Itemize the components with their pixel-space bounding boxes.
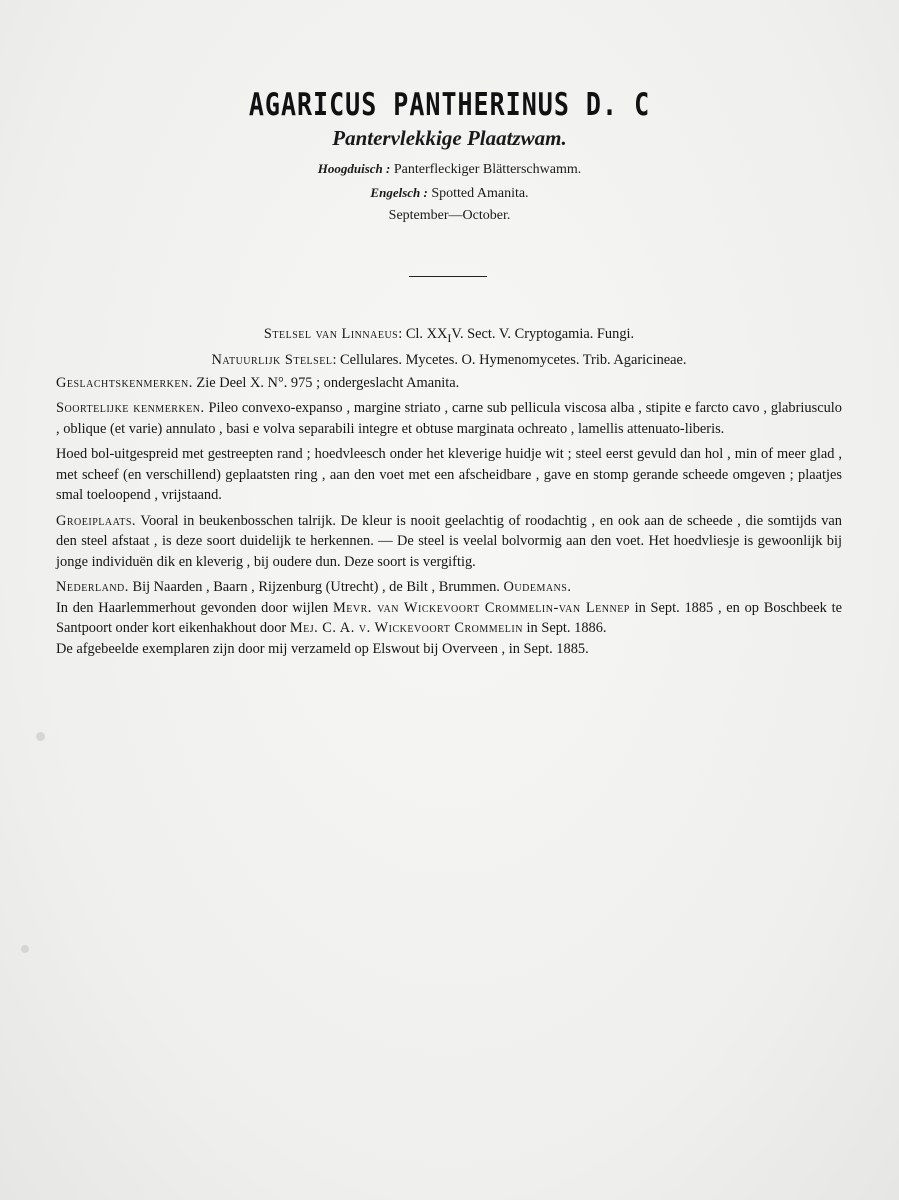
dutch-name: Pantervlekkige Plaatzwam. xyxy=(332,126,567,150)
german-label: Hoogduisch : xyxy=(317,161,391,176)
english-name: Spotted Amanita. xyxy=(431,186,529,201)
geslachtskenmerken-text: Zie Deel X. N°. 975 ; ondergeslacht Amanita. xyxy=(192,374,460,391)
english-label: Engelsch : xyxy=(370,185,428,200)
divider-rule xyxy=(409,276,487,277)
haarlem-text-b: in Sept. 1885 , en op Boschbeek te Santpoort onder kort eikenhakhout door xyxy=(56,599,842,637)
paper-speck xyxy=(36,732,45,741)
stelsel-linnaeus-text: V. Sect. V. Cryptogamia. Fungi. xyxy=(451,326,635,342)
haarlem-paragraph xyxy=(56,598,842,639)
soortelijke-kenmerken-paragraph xyxy=(56,398,842,439)
hoed-paragraph: Hoed bol-uitgespreid met gestreepten rand ; hoedvleesch onder het kleverige huidje wit ; steel eerst gevuld dan hol , min of meer glad , met scheef (en verschillend) geplaatsten ring , aan den voet met een afscheidbare , gave en stomp gerande scheede omgeven ; plaatjes smal toeloopend , vrijstaand. xyxy=(56,446,842,504)
soortelijke-kenmerken-label: Soortelijke kenmerken. xyxy=(56,400,205,417)
plate-title: AGARICUS PANTHERINUS D. C xyxy=(248,86,651,123)
haarlem-name-a: Mevr. van Wickevoort Crommelin-van Lennep xyxy=(332,599,630,616)
nederland-paragraph xyxy=(56,577,842,598)
stelsel-linnaeus-label: Stelsel van Linnaeus xyxy=(263,326,399,342)
season: September—October. xyxy=(388,208,511,223)
stelsel-linnaeus-subscript: I xyxy=(447,330,452,345)
paper-speck xyxy=(21,945,29,953)
groeiplaats-label: Groeiplaats. xyxy=(56,512,136,529)
groeiplaats-paragraph xyxy=(56,511,842,573)
haarlem-name-b: Mej. C. A. v. Wickevoort Crommelin xyxy=(289,620,523,637)
geslachtskenmerken-paragraph xyxy=(56,373,842,394)
haarlem-text-c: in Sept. 1886. xyxy=(522,620,607,637)
natuurlijk-stelsel-line xyxy=(56,350,842,371)
nederland-label: Nederland. xyxy=(56,579,129,596)
english-name-line xyxy=(0,185,899,202)
afgebeelde-paragraph: De afgebeelde exemplaren zijn door mij verzameld op Elswout bij Overveen , in Sept. 1885. xyxy=(56,640,589,657)
haarlem-text-a: In den Haarlemmerhout gevonden door wijlen xyxy=(56,599,333,616)
soortelijke-kenmerken-text: Pileo convexo-expanso , margine striato , carne sub pellicula viscosa alba , stipite e farcto cavo , glabriusculo , oblique (et varie) annulato , basi e volva separabili integre et obtuse marginata ochreato , lamellis attenuato-liberis. xyxy=(56,400,842,437)
natuurlijk-stelsel-text: : Cellulares. Mycetes. O. Hymenomycetes. Trib. Agaricineae. xyxy=(332,352,687,369)
natuurlijk-stelsel-label: Natuurlijk Stelsel xyxy=(211,352,333,369)
german-name-line xyxy=(0,161,899,178)
groeiplaats-text: Vooral in beukenbosschen talrijk. De kleur is nooit geelachtig of roodachtig , en ook aan de scheede , die somtijds van den steel afstaat , is deze soort duidelijk te herkennen. — De steel is veelal bolvormig aan den voet. Het hoedvliesje is gewoonlijk bij jonge individuën dik en kleverig , bij oudere dun. Deze soort is vergiftig. xyxy=(56,512,842,570)
stelsel-linnaeus-line xyxy=(56,324,842,348)
german-name: Panterfleckiger Blätterschwamm. xyxy=(393,162,582,177)
geslachtskenmerken-label: Geslachtskenmerken. xyxy=(56,374,193,391)
description-body xyxy=(56,324,842,664)
nederland-text: Bij Naarden , Baarn , Rijzenburg (Utrecht) , de Bilt , Brummen. xyxy=(128,579,500,596)
nederland-author: Oudemans. xyxy=(503,579,572,596)
stelsel-linnaeus-class: : Cl. XX xyxy=(398,326,448,342)
